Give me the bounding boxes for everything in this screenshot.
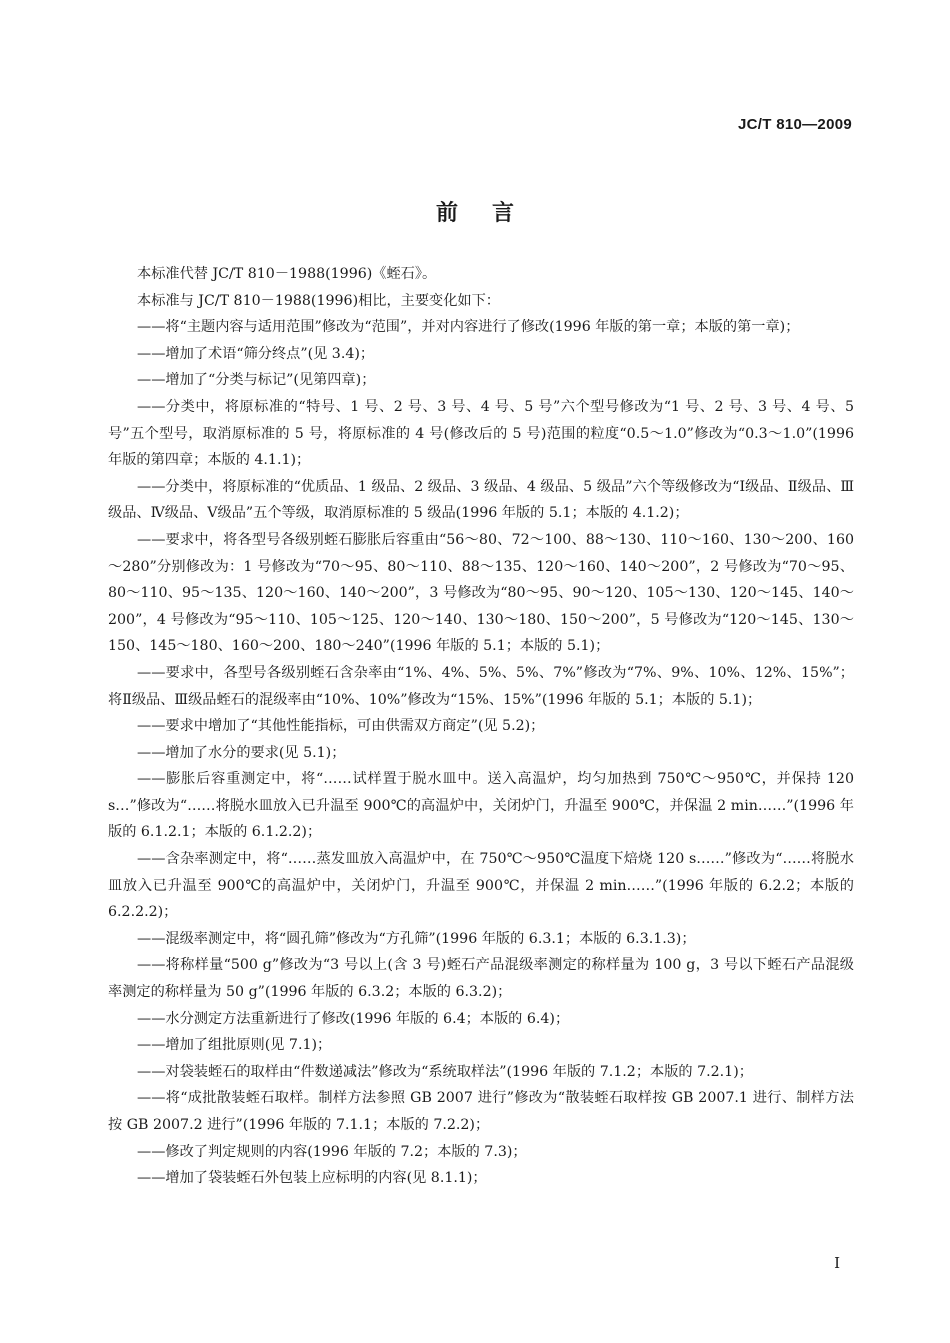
paragraph: 本标准与 JC/T 810－1988(1996)相比，主要变化如下： xyxy=(137,292,500,309)
paragraph: ——将称样量“500 g”修改为“3 号以上(含 3 号)蛭石产品混级率测定的称样量为 100 g，3 号以下蛭石产品混级率测定的称样量为 50 g”(1996 年版的 6.3.2；本版的 6.3.2)； xyxy=(108,957,854,1001)
paragraph: ——要求中，各型号各级别蛭石含杂率由“1%、4%、5%、5%、7%”修改为“7%、9%、10%、12%、15%”；将Ⅱ级品、Ⅲ级品蛭石的混级率由“10%、10%”修改为“15%、15%”(1996 年版的 5.1；本版的 5.1)； xyxy=(108,664,854,708)
paragraph: 本标准代替 JC/T 810－1988(1996)《蛭石》。 xyxy=(137,266,437,282)
paragraph: ——要求中增加了“其他性能指标，可由供需双方商定”(见 5.2)； xyxy=(137,718,545,735)
page-number: I xyxy=(834,1254,840,1272)
paragraph: ——分类中，将原标准的“特号、1 号、2 号、3 号、4 号、5 号”六个型号修改为“1 号、2 号、3 号、4 号、5 号”五个型号，取消原标准的 5 号，将原标准的 4 号(修改后的 5 号)范围的粒度“0.5～1.0”修改为“0.3～1.0”(1996 年版的第四章；本版的 4.1.1)； xyxy=(108,398,854,469)
paragraph: ——要求中，将各型号各级别蛭石膨胀后容重由“56～80、72～100、88～130、110～160、130～200、160～280”分别修改为：1 号修改为“70～95、80～110、88～135、120～160、140～200”，2 号修改为“70～95、80～110、95～135、120～160、140～200”，3 号修改为“80～95、90～120、105～130、120～145、140～200”，4 号修改为“95～110、105～125、120～140、130～180、150～200”，5 号修改为“120～145、130～150、145～180、160～200、180～240”(1996 年版的 5.1；本版的 5.1)； xyxy=(108,531,854,655)
paragraph: ——将“成批散装蛭石取样。制样方法参照 GB 2007 进行”修改为“散装蛭石取样按 GB 2007.1 进行、制样方法按 GB 2007.2 进行”(1996 年版的 7.1.1；本版的 7.2.2)； xyxy=(108,1090,854,1133)
paragraph: ——增加了袋装蛭石外包装上应标明的内容(见 8.1.1)； xyxy=(137,1170,487,1187)
paragraph: ——增加了术语“筛分终点”(见 3.4)； xyxy=(137,345,375,362)
page-title: 前言 xyxy=(435,201,548,226)
standard-number: JC/T 810—2009 xyxy=(738,116,852,133)
paragraph: ——增加了组批原则(见 7.1)； xyxy=(137,1037,332,1054)
paragraph: ——混级率测定中，将“圆孔筛”修改为“方孔筛”(1996 年版的 6.3.1；本版的 6.3.1.3)； xyxy=(137,930,696,947)
paragraph: ——分类中，将原标准的“优质品、1 级品、2 级品、3 级品、4 级品、5 级品”六个等级修改为“Ⅰ级品、Ⅱ级品、Ⅲ级品、Ⅳ级品、Ⅴ级品”五个等级，取消原标准的 5 级品(1996 年版的 5.1；本版的 4.1.2)； xyxy=(108,478,854,522)
paragraph: ——含杂率测定中，将“……蒸发皿放入高温炉中，在 750℃～950℃温度下焙烧 120 s……”修改为“……将脱水皿放入已升温至 900℃的高温炉中，关闭炉门，升温至 900℃，并保温 2 min……”(1996 年版的 6.2.2；本版的 6.2.2.2)； xyxy=(108,851,854,921)
paragraph: ——将“主题内容与适用范围”修改为“范围”，并对内容进行了修改(1996 年版的第一章；本版的第一章)； xyxy=(137,319,800,336)
paragraph: ——修改了判定规则的内容(1996 年版的 7.2；本版的 7.3)； xyxy=(137,1143,527,1160)
paragraph: ——水分测定方法重新进行了修改(1996 年版的 6.4；本版的 6.4)； xyxy=(137,1010,570,1027)
paragraph: ——增加了水分的要求(见 5.1)； xyxy=(137,744,346,761)
paragraph: ——增加了“分类与标记”(见第四章)； xyxy=(137,372,376,389)
paragraph: ——对袋装蛭石的取样由“件数递减法”修改为“系统取样法”(1996 年版的 7.1.2；本版的 7.2.1)； xyxy=(137,1063,753,1080)
paragraph: ——膨胀后容重测定中，将“……试样置于脱水皿中。送入高温炉，均匀加热到 750℃～950℃，并保持 120 s…”修改为“……将脱水皿放入已升温至 900℃的高温炉中，关闭炉门，升温至 900℃，并保温 2 min……”(1996 年版的 6.1.2.1；本版的 6.1.2.2)； xyxy=(108,771,854,841)
foreword-body xyxy=(108,261,854,1192)
